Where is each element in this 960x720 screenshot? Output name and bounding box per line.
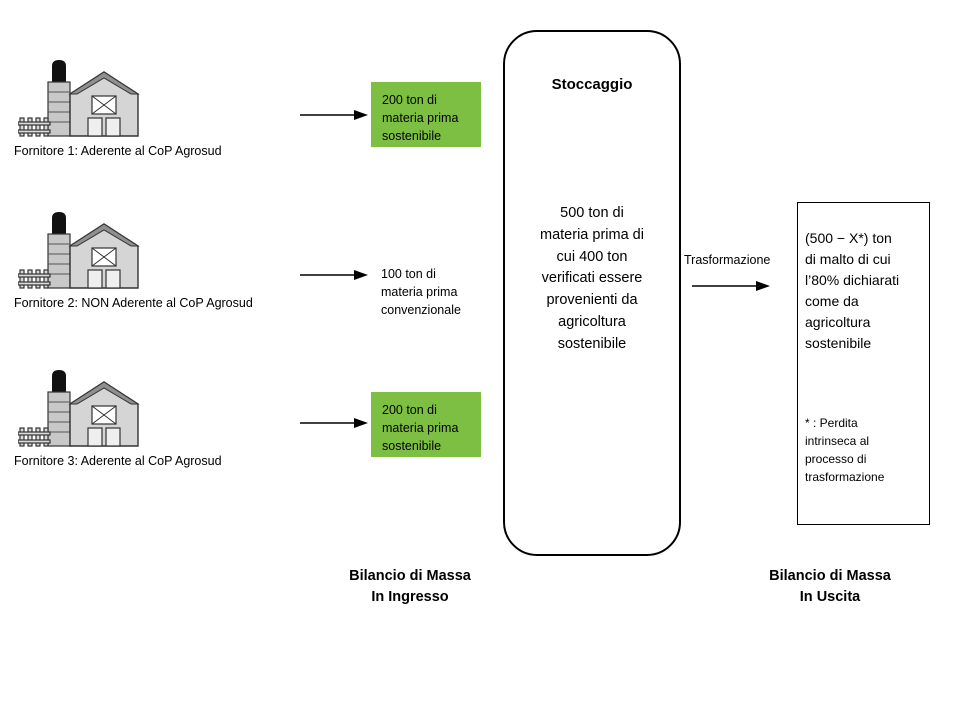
farm-icon [18,212,168,292]
flow-arrow-1 [300,104,370,131]
output-note-line: processo di [805,452,867,466]
supplier-block-3 [8,370,298,468]
supplier-block-2 [8,212,298,310]
storage-title: Stoccaggio [551,76,633,93]
input-flow-line: 200 ton di [382,93,437,107]
input-flow-line: materia prima [381,285,458,300]
output-main-line: sostenibile [805,335,872,351]
input-flow-line: convenzionale [381,303,461,318]
farm-icon [18,370,168,450]
farm-icon [18,60,168,140]
supplier-block-1 [8,60,298,158]
input-flow-line: materia prima [382,111,459,126]
output-main-text [805,228,923,354]
output-balance-caption-line: In Uscita [799,589,861,606]
storage-body-line: verificati essere [541,270,643,287]
input-balance-caption [300,566,520,608]
output-note-line: * : Perdita [805,416,858,430]
flow-arrow-3 [300,412,370,439]
input-flow-line: sostenibile [382,439,442,454]
output-main-line: (500 − X*) ton [805,230,892,246]
output-note-text [805,414,923,486]
input-flow-box-2 [371,257,486,327]
storage-body-line: materia prima di [540,226,644,243]
input-flow-line: 100 ton di [381,267,436,281]
input-balance-caption-line: Bilancio di Massa [349,568,471,584]
supplier-label-2: Fornitore 2: NON Aderente al CoP Agrosud [14,296,253,310]
output-main-line: di malto di cui [805,251,891,267]
output-note-line: trasformazione [805,470,885,484]
flow-arrow-2 [300,264,370,291]
output-balance-caption-line: Bilancio di Massa [769,568,891,584]
output-balance-caption [720,566,940,608]
transformation-arrow [692,275,772,302]
input-flow-box-1 [371,82,481,147]
storage-body-line: cui 400 ton [556,248,628,265]
output-main-line: agricoltura [805,314,871,330]
storage-body-line: provenienti da [546,292,638,308]
input-flow-line: 200 ton di [382,403,437,417]
storage-body-line: agricoltura [558,313,626,330]
supplier-label-3: Fornitore 3: Aderente al CoP Agrosud [14,454,222,468]
transformation-label: Trasformazione [684,253,771,267]
output-note-line: intrinseca al [805,434,870,448]
storage-body-line: 500 ton di [560,205,624,221]
supplier-label-1: Fornitore 1: Aderente al CoP Agrosud [14,144,222,158]
input-flow-line: materia prima [382,421,459,436]
output-main-line: come da [805,293,859,309]
storage-body [513,203,671,355]
output-main-line: l’80% dichiarati [805,272,900,288]
storage-body-line: sostenibile [557,335,627,352]
input-balance-caption-line: In Ingresso [371,589,449,606]
input-flow-box-3 [371,392,481,457]
input-flow-line: sostenibile [382,129,442,144]
